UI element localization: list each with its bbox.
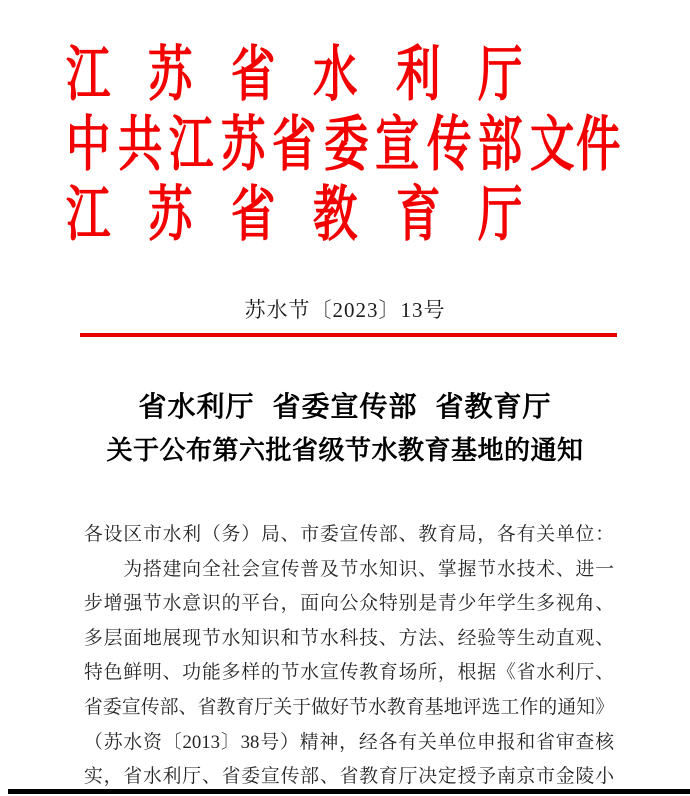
document-body xyxy=(84,518,614,795)
letterhead-char: 苏 xyxy=(148,42,193,108)
letterhead-char: 水 xyxy=(313,42,358,108)
body-text-line: 多层面地展现节水知识和节水科技、方法、经验等生动直观、 xyxy=(84,627,614,649)
letterhead-line-1 xyxy=(60,40,622,110)
body-text-line: 步增强节水意识的平台，面向公众特别是青少年学生多视角、 xyxy=(84,593,614,615)
body-text-line: 实，省水利厅、省委宣传部、省教育厅决定授予南京市金陵小 xyxy=(84,766,614,788)
letterhead-line-3 xyxy=(60,180,622,250)
letterhead-char: 苏 xyxy=(148,182,193,248)
body-text-line: 各设区市水利（务）局、市委宣传部、教育局，各有关单位： xyxy=(84,524,614,545)
document-title xyxy=(0,391,690,468)
letterhead-char: 江 xyxy=(168,112,214,178)
agency-name-propaganda-dept xyxy=(60,112,523,178)
body-text-line: 特色鲜明、功能多样的节水宣传教育场所，根据《省水利厅、 xyxy=(84,662,614,684)
letterhead-char: 宣 xyxy=(374,112,420,178)
letterhead-char: 省 xyxy=(230,42,276,108)
letterhead-line-2 xyxy=(60,110,622,180)
letterhead-char: 共 xyxy=(117,112,162,178)
red-divider-line xyxy=(80,333,617,337)
document-word-wenjian xyxy=(524,112,621,178)
letterhead-char: 江 xyxy=(65,42,111,108)
body-text-line: 省委宣传部、省教育厅关于做好节水教育基地评选工作的通知》 xyxy=(84,696,614,718)
agency-name-water-resources xyxy=(60,42,523,108)
page-bottom-border xyxy=(8,789,690,794)
letterhead-char: 传 xyxy=(426,112,471,178)
letterhead-char: 省 xyxy=(230,182,276,248)
letterhead-char: 苏 xyxy=(220,112,265,178)
agency-name-education-dept xyxy=(60,182,523,248)
letterhead-char: 委 xyxy=(323,112,368,178)
title-subject: 关于公布第六批省级节水教育基地的通知 xyxy=(106,436,584,465)
letterhead-char: 件 xyxy=(575,112,621,178)
letterhead-char: 教 xyxy=(313,182,358,248)
letterhead-char: 厅 xyxy=(477,42,523,108)
document-number: 苏水节〔2023〕13号 xyxy=(244,298,446,322)
letterhead-char: 利 xyxy=(395,42,440,108)
letterhead-char: 中 xyxy=(65,112,111,178)
letterhead-char: 江 xyxy=(65,182,111,248)
letterhead-char: 厅 xyxy=(477,182,523,248)
title-issuing-agencies: 省水利厅 省委宣传部 省教育厅 xyxy=(138,392,552,423)
letterhead-char: 育 xyxy=(395,182,440,248)
red-letterhead xyxy=(60,40,622,250)
body-text-line: （苏水资〔2013〕38号）精神，经各有关单位申报和省审查核 xyxy=(84,731,614,753)
letterhead-char: 部 xyxy=(477,112,523,178)
letterhead-char: 文 xyxy=(529,112,575,178)
letterhead-char: 省 xyxy=(271,112,317,178)
body-text-line: 为搭建向全社会宣传普及节水知识、掌握节水技术、进一 xyxy=(84,558,614,580)
